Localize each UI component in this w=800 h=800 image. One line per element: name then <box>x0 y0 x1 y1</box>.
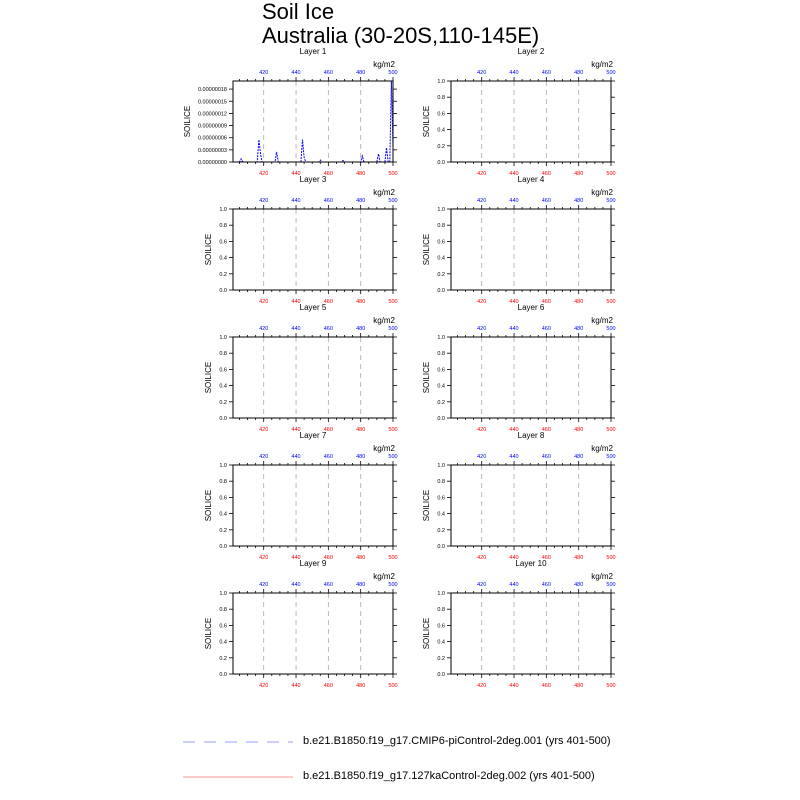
y-tick-label: 0.4 <box>437 511 445 518</box>
plot-frame <box>451 465 611 546</box>
x-tick-label-bottom: 420 <box>477 427 487 433</box>
x-tick-label-top: 420 <box>259 326 269 332</box>
x-tick-label-bottom: 440 <box>509 299 519 305</box>
x-tick-label-top: 440 <box>509 582 519 588</box>
x-tick-label-top: 420 <box>477 198 487 204</box>
x-tick-label-bottom: 420 <box>259 171 269 177</box>
x-tick-label-bottom: 480 <box>356 427 366 433</box>
y-tick-label: 0.8 <box>437 223 445 230</box>
x-tick-label-bottom: 460 <box>323 555 333 561</box>
x-tick-label-bottom: 500 <box>606 299 616 305</box>
y-tick-label: 0.8 <box>437 95 445 102</box>
plot-frame <box>233 465 393 546</box>
y-axis-label: SOILICE <box>183 105 192 138</box>
y-tick-label: 0.6 <box>437 367 445 374</box>
y-axis-label: SOILICE <box>422 489 431 522</box>
y-tick-label: 1.0 <box>437 207 445 213</box>
y-tick-label: 0.0 <box>219 672 227 678</box>
panel-layer-3 <box>204 175 398 305</box>
x-tick-label-top: 500 <box>388 582 398 588</box>
plot-frame <box>233 81 393 162</box>
x-tick-label-top: 440 <box>509 326 519 332</box>
panel-layer-2 <box>422 47 616 177</box>
panel-title: Layer 2 <box>517 47 545 56</box>
panel-units: kg/m2 <box>373 316 395 325</box>
panel-units: kg/m2 <box>591 572 613 581</box>
x-tick-label-top: 440 <box>291 70 301 76</box>
panel-units: kg/m2 <box>373 188 395 197</box>
y-tick-label: 1.0 <box>219 463 227 469</box>
y-tick-label: 0.8 <box>437 479 445 486</box>
x-tick-label-bottom: 480 <box>574 171 584 177</box>
x-tick-label-top: 420 <box>259 198 269 204</box>
x-tick-label-bottom: 440 <box>509 171 519 177</box>
x-tick-label-bottom: 460 <box>541 683 551 689</box>
panel-title: Layer 3 <box>299 175 327 184</box>
x-tick-label-top: 500 <box>606 326 616 332</box>
x-tick-label-top: 500 <box>606 70 616 76</box>
x-tick-label-bottom: 480 <box>356 299 366 305</box>
x-tick-label-top: 460 <box>541 70 551 76</box>
x-tick-label-top: 460 <box>541 582 551 588</box>
y-tick-label: 0.6 <box>219 367 227 374</box>
y-axis-label: SOILICE <box>422 617 431 650</box>
y-tick-label: 0.4 <box>437 383 445 390</box>
x-tick-label-bottom: 420 <box>259 555 269 561</box>
y-tick-label: 0.4 <box>437 639 445 646</box>
panel-layer-6 <box>422 303 616 433</box>
x-tick-label-top: 480 <box>574 326 584 332</box>
y-tick-label: 0.8 <box>219 223 227 230</box>
x-tick-label-bottom: 420 <box>477 683 487 689</box>
x-tick-label-bottom: 460 <box>541 299 551 305</box>
x-tick-label-bottom: 420 <box>477 299 487 305</box>
panel-layer-5 <box>204 303 398 433</box>
x-tick-label-top: 480 <box>574 454 584 460</box>
y-tick-label: 0.6 <box>437 495 445 502</box>
x-tick-label-bottom: 440 <box>291 171 301 177</box>
figure-title: Soil Ice <box>262 0 335 24</box>
panel-layer-10 <box>422 559 616 689</box>
y-tick-label: 0.2 <box>437 655 445 662</box>
x-tick-label-bottom: 460 <box>323 171 333 177</box>
y-axis-label: SOILICE <box>204 233 213 266</box>
y-tick-label: 1.0 <box>437 463 445 469</box>
x-tick-label-top: 460 <box>541 326 551 332</box>
x-tick-label-top: 420 <box>259 70 269 76</box>
y-tick-label: 1.0 <box>219 591 227 597</box>
y-tick-label: 0.2 <box>219 271 227 278</box>
x-tick-label-bottom: 460 <box>323 683 333 689</box>
y-tick-label: 0.6 <box>437 623 445 630</box>
x-tick-label-top: 500 <box>388 198 398 204</box>
series-line <box>233 81 393 162</box>
y-axis-label: SOILICE <box>422 233 431 266</box>
x-tick-label-top: 420 <box>477 70 487 76</box>
x-tick-label-bottom: 460 <box>541 555 551 561</box>
x-tick-label-bottom: 480 <box>574 427 584 433</box>
x-tick-label-bottom: 500 <box>388 555 398 561</box>
x-tick-label-top: 480 <box>574 198 584 204</box>
x-tick-label-top: 440 <box>509 454 519 460</box>
y-tick-label: 0.2 <box>437 527 445 534</box>
panel-units: kg/m2 <box>373 60 395 69</box>
plot-frame <box>233 593 393 674</box>
y-tick-label: 1.0 <box>219 207 227 213</box>
x-tick-label-top: 420 <box>477 326 487 332</box>
y-tick-label: 0.6 <box>437 111 445 118</box>
x-tick-label-bottom: 500 <box>388 683 398 689</box>
x-tick-label-top: 440 <box>509 198 519 204</box>
x-tick-label-bottom: 460 <box>323 427 333 433</box>
panel-title: Layer 8 <box>517 431 545 440</box>
y-tick-label: 0.4 <box>219 639 227 646</box>
x-tick-label-bottom: 420 <box>477 171 487 177</box>
panel-layer-9 <box>204 559 398 689</box>
x-tick-label-top: 500 <box>606 454 616 460</box>
y-tick-label: 0.4 <box>437 255 445 262</box>
y-tick-label: 0.00000009 <box>197 123 227 130</box>
panel-units: kg/m2 <box>373 444 395 453</box>
y-tick-label: 0.6 <box>219 623 227 630</box>
legend <box>0 720 800 800</box>
x-tick-label-bottom: 460 <box>323 299 333 305</box>
x-tick-label-bottom: 480 <box>574 555 584 561</box>
y-tick-label: 0.0 <box>437 160 445 166</box>
x-tick-label-top: 480 <box>574 70 584 76</box>
y-tick-label: 0.00000006 <box>197 135 227 142</box>
x-tick-label-bottom: 460 <box>541 427 551 433</box>
y-tick-label: 0.00000018 <box>197 87 227 94</box>
x-tick-label-top: 460 <box>541 198 551 204</box>
panel-units: kg/m2 <box>591 60 613 69</box>
plot-frame <box>451 81 611 162</box>
x-tick-label-bottom: 420 <box>477 555 487 561</box>
y-axis-label: SOILICE <box>204 617 213 650</box>
y-tick-label: 0.0 <box>219 544 227 550</box>
y-tick-label: 0.2 <box>437 143 445 150</box>
x-tick-label-bottom: 420 <box>259 427 269 433</box>
x-tick-label-top: 460 <box>323 454 333 460</box>
y-tick-label: 0.8 <box>219 479 227 486</box>
x-tick-label-bottom: 440 <box>291 555 301 561</box>
x-tick-label-top: 440 <box>291 198 301 204</box>
y-tick-label: 0.00000003 <box>197 147 227 154</box>
y-tick-label: 0.8 <box>437 607 445 614</box>
x-tick-label-bottom: 500 <box>388 299 398 305</box>
y-tick-label: 0.0 <box>219 416 227 422</box>
panel-units: kg/m2 <box>591 188 613 197</box>
x-tick-label-top: 420 <box>477 454 487 460</box>
y-tick-label: 0.4 <box>219 255 227 262</box>
x-tick-label-top: 420 <box>259 454 269 460</box>
y-tick-label: 0.4 <box>219 511 227 518</box>
panel-layer-7 <box>204 431 398 561</box>
x-tick-label-bottom: 440 <box>509 555 519 561</box>
x-tick-label-top: 480 <box>574 582 584 588</box>
x-tick-label-bottom: 440 <box>291 299 301 305</box>
y-axis-label: SOILICE <box>422 105 431 138</box>
panel-title: Layer 7 <box>299 431 327 440</box>
panel-units: kg/m2 <box>591 444 613 453</box>
x-tick-label-bottom: 440 <box>291 683 301 689</box>
y-tick-label: 0.2 <box>219 527 227 534</box>
x-tick-label-bottom: 500 <box>606 427 616 433</box>
panel-layer-8 <box>422 431 616 561</box>
x-tick-label-top: 440 <box>291 454 301 460</box>
x-tick-label-top: 460 <box>323 70 333 76</box>
plot-frame <box>451 337 611 418</box>
x-tick-label-top: 460 <box>323 582 333 588</box>
x-tick-label-top: 480 <box>356 582 366 588</box>
y-tick-label: 0.6 <box>219 239 227 246</box>
x-tick-label-top: 440 <box>291 326 301 332</box>
y-tick-label: 0.2 <box>437 271 445 278</box>
x-tick-label-bottom: 480 <box>356 171 366 177</box>
panel-units: kg/m2 <box>591 316 613 325</box>
y-tick-label: 0.00000000 <box>197 160 227 166</box>
x-tick-label-top: 460 <box>323 326 333 332</box>
y-tick-label: 0.00000012 <box>197 111 227 118</box>
y-tick-label: 1.0 <box>437 591 445 597</box>
x-tick-label-bottom: 440 <box>509 683 519 689</box>
x-tick-label-bottom: 500 <box>606 683 616 689</box>
y-tick-label: 0.0 <box>437 288 445 294</box>
plot-frame <box>233 337 393 418</box>
x-tick-label-top: 480 <box>356 454 366 460</box>
x-tick-label-bottom: 420 <box>259 299 269 305</box>
x-tick-label-bottom: 500 <box>388 427 398 433</box>
y-tick-label: 1.0 <box>219 335 227 341</box>
x-tick-label-bottom: 480 <box>574 299 584 305</box>
x-tick-label-top: 480 <box>356 70 366 76</box>
x-tick-label-top: 460 <box>541 454 551 460</box>
x-tick-label-top: 480 <box>356 198 366 204</box>
x-tick-label-top: 420 <box>477 582 487 588</box>
y-axis-label: SOILICE <box>204 489 213 522</box>
panel-title: Layer 9 <box>299 559 327 568</box>
panel-title: Layer 10 <box>515 559 547 568</box>
legend-label-series2: b.e21.B1850.f19_g17.127kaControl-2deg.002 (yrs 401-500) <box>303 770 595 782</box>
figure-subtitle: Australia (30-20S,110-145E) <box>262 23 540 48</box>
y-tick-label: 0.0 <box>437 416 445 422</box>
panel-layer-1 <box>183 47 398 177</box>
y-tick-label: 0.4 <box>437 127 445 134</box>
panel-title: Layer 5 <box>299 303 327 312</box>
x-tick-label-top: 460 <box>323 198 333 204</box>
y-tick-label: 1.0 <box>437 335 445 341</box>
y-tick-label: 0.0 <box>219 288 227 294</box>
y-tick-label: 0.0 <box>437 672 445 678</box>
y-tick-label: 0.2 <box>219 399 227 406</box>
x-tick-label-bottom: 480 <box>356 555 366 561</box>
x-tick-label-bottom: 460 <box>541 171 551 177</box>
y-tick-label: 0.6 <box>219 495 227 502</box>
y-tick-label: 0.00000015 <box>197 99 227 106</box>
x-tick-label-bottom: 500 <box>388 171 398 177</box>
x-tick-label-bottom: 500 <box>606 171 616 177</box>
plot-frame <box>233 209 393 290</box>
y-tick-label: 0.8 <box>437 351 445 358</box>
y-tick-label: 0.8 <box>219 351 227 358</box>
y-tick-label: 0.4 <box>219 383 227 390</box>
y-tick-label: 0.2 <box>219 655 227 662</box>
x-tick-label-top: 500 <box>606 582 616 588</box>
legend-label-series1: b.e21.B1850.f19_g17.CMIP6-piControl-2deg.001 (yrs 401-500) <box>303 735 611 747</box>
plot-frame <box>451 209 611 290</box>
x-tick-label-top: 500 <box>606 198 616 204</box>
y-tick-label: 1.0 <box>437 79 445 85</box>
y-tick-label: 0.2 <box>437 399 445 406</box>
y-tick-label: 0.6 <box>437 239 445 246</box>
x-tick-label-bottom: 480 <box>356 683 366 689</box>
panel-units: kg/m2 <box>373 572 395 581</box>
y-tick-label: 0.8 <box>219 607 227 614</box>
x-tick-label-bottom: 440 <box>509 427 519 433</box>
x-tick-label-top: 420 <box>259 582 269 588</box>
x-tick-label-bottom: 440 <box>291 427 301 433</box>
x-tick-label-top: 500 <box>388 454 398 460</box>
x-tick-label-top: 440 <box>509 70 519 76</box>
x-tick-label-top: 500 <box>388 70 398 76</box>
y-axis-label: SOILICE <box>422 361 431 394</box>
panel-layer-4 <box>422 175 616 305</box>
y-tick-label: 0.0 <box>437 544 445 550</box>
x-tick-label-top: 440 <box>291 582 301 588</box>
x-tick-label-top: 480 <box>356 326 366 332</box>
panel-title: Layer 1 <box>299 47 327 56</box>
x-tick-label-top: 500 <box>388 326 398 332</box>
panel-title: Layer 4 <box>517 175 545 184</box>
x-tick-label-bottom: 480 <box>574 683 584 689</box>
x-tick-label-bottom: 500 <box>606 555 616 561</box>
panel-title: Layer 6 <box>517 303 545 312</box>
plot-frame <box>451 593 611 674</box>
x-tick-label-bottom: 420 <box>259 683 269 689</box>
y-axis-label: SOILICE <box>204 361 213 394</box>
